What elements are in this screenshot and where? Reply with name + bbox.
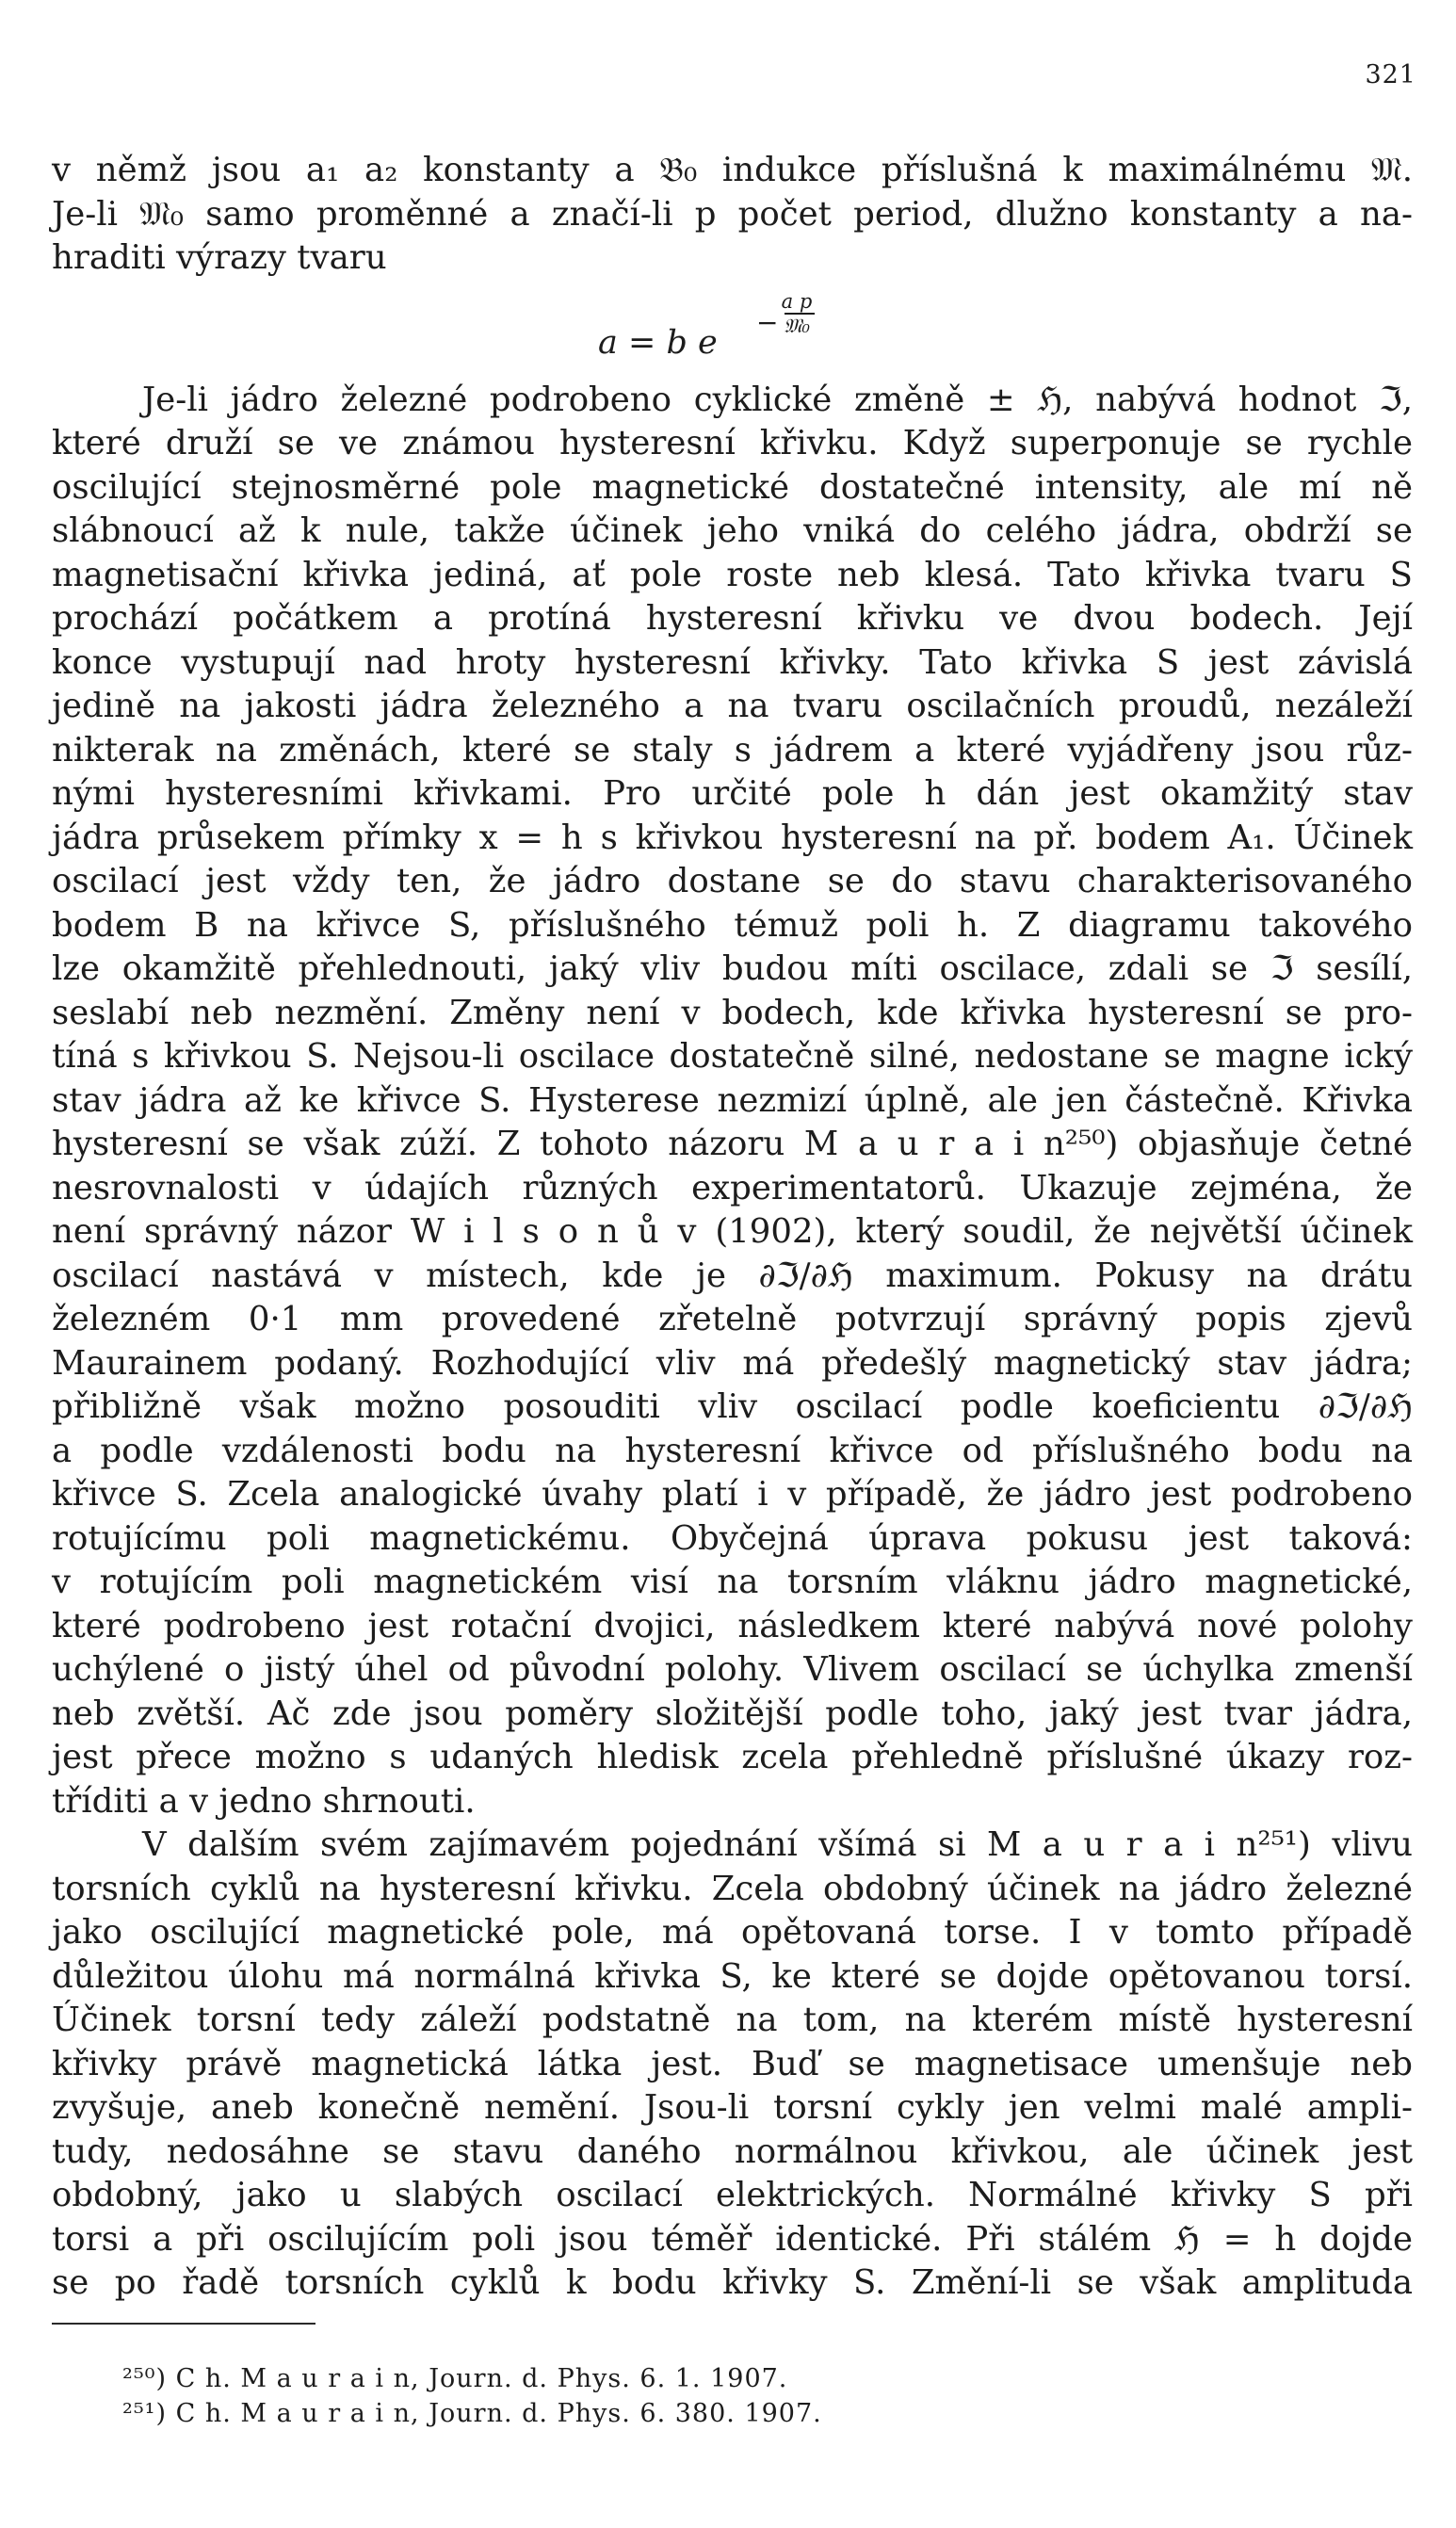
text-line: přibližně však možno posouditi vliv oscilací podle koeficientu ∂ℑ/∂ℌ: [52, 1387, 1413, 1426]
text-line: tíná s křivkou S. Nejsou-li oscilace dostatečně silné, nedostane se magne ický: [52, 1037, 1413, 1076]
formula: [52, 281, 1413, 379]
text-line: bodem B na křivce S, příslušného témuž poli h. Z diagramu takového: [52, 905, 1413, 945]
text-line: není správný názor W i l s o n ů v (1902), který soudil, že největší účinek: [52, 1212, 1413, 1251]
text-line: které podrobeno jest rotační dvojici, následkem které nabývá nové polohy: [52, 1606, 1413, 1645]
page-number: 321: [1365, 60, 1416, 89]
text-line: slábnoucí až k nule, takže účinek jeho vniká do celého jádra, obdrží se: [52, 511, 1413, 550]
text-line: lze okamžitě přehlednouti, jaký vliv budou míti oscilace, zdali se ℑ sesílí,: [52, 949, 1413, 988]
text-line: železném 0·1 mm provedené zřetelně potvrzují správný popis zjevů: [52, 1300, 1413, 1338]
text-line: zvyšuje, aneb konečně nemění. Jsou-li torsní cykly jen velmi malé ampli-: [52, 2088, 1413, 2127]
text-line: Je-li jádro železné podrobeno cyklické změně ± ℌ, nabývá hodnot ℑ,: [142, 380, 1413, 419]
text-line: jest přece možno s udaných hledisk zcela přehledně příslušné úkazy roz-: [52, 1738, 1413, 1776]
text-line: torsi a při oscilujícím poli jsou téměř identické. Při stálém ℌ = h dojde: [52, 2219, 1413, 2259]
text-line: konce vystupují nad hroty hysteresní křivky. Tato křivka S jest závislá: [52, 642, 1413, 682]
text-line: jedině na jakosti jádra železného a na tvaru oscilačních proudů, nezáleží: [52, 687, 1413, 725]
text-line: magnetisační křivka jediná, ať pole roste neb klesá. Tato křivka tvaru S: [52, 555, 1413, 594]
text-line: Je-li 𝔐₀ samo proměnné a značí-li p počet period, dlužno konstanty a na-: [52, 194, 1413, 234]
text-line: nikterak na změnách, které se staly s jádrem a které vyjádřeny jsou růz-: [52, 730, 1413, 770]
text-line: nesrovnalosti v údajích různých experimentatorů. Ukazuje zejména, že: [52, 1168, 1413, 1207]
text-line: křivky právě magnetická látka jest. Buď se magnetisace umenšuje neb: [52, 2044, 1413, 2083]
second-paragraph: [52, 1823, 1413, 2306]
text-line: prochází počátkem a protíná hysteresní křivku ve dvou bodech. Její: [52, 599, 1413, 638]
text-line: rotujícímu poli magnetickému. Obyčejná úprava pokusu jest taková:: [52, 1518, 1413, 1558]
text-line: v rotujícím poli magnetickém visí na torsním vláknu jádro magnetické,: [52, 1563, 1413, 1601]
text-line: seslabí neb nezmění. Změny není v bodech, kde křivka hysteresní se pro-: [52, 993, 1413, 1032]
text-line: V dalším svém zajímavém pojednání všímá si M a u r a i n²⁵¹) vlivu: [142, 1825, 1413, 1864]
text-line: hysteresní se však zúží. Z tohoto názoru M a u r a i n²⁵⁰) objasňuje četné: [52, 1125, 1413, 1163]
text-line: v němž jsou a₁ a₂ konstanty a 𝔅₀ indukce příslušná k maximálnému 𝔐.: [52, 151, 1413, 189]
text-line: hraditi výrazy tvaru: [52, 238, 387, 277]
text-line: důležitou úlohu má normálná křivka S, ke které se dojde opětovanou torsí.: [52, 1956, 1413, 1996]
text-line: se po řadě torsních cyklů k bodu křivky S. Změní-li se však amplituda: [52, 2263, 1413, 2302]
text-line: torsních cyklů na hysteresní křivku. Zcela obdobný účinek na jádro železné: [52, 1869, 1413, 1908]
formula-exponent: [779, 290, 815, 338]
text-line: tudy, nedosáhne se stavu daného normálnou křivkou, ale účinek jest: [52, 2131, 1413, 2171]
text-line: nými hysteresními křivkami. Pro určité pole h dán jest okamžitý stav: [52, 774, 1413, 813]
formula-minus-sign: −: [756, 306, 779, 338]
text-line: Maurainem podaný. Rozhodující vliv má předešlý magnetický stav jádra;: [52, 1343, 1413, 1383]
body-text: [52, 149, 1413, 2306]
footnote-251: ²⁵¹) C h. M a u r a i n, Journ. d. Phys. 6. 380. 1907.: [122, 2399, 822, 2428]
footnotes: [122, 2361, 822, 2431]
opening-paragraph: [52, 149, 1413, 281]
formula-exponent-denominator: 𝔐₀: [784, 314, 810, 337]
main-paragraph: [52, 379, 1413, 1824]
footnote-rule: [52, 2323, 315, 2325]
text-line: obdobný, jako u slabých oscilací elektrických. Normálné křivky S při: [52, 2176, 1413, 2214]
text-line: oscilující stejnosměrné pole magnetické dostatečné intensity, ale mí ně: [52, 467, 1413, 507]
text-line: tříditi a v jedno shrnouti.: [52, 1781, 476, 1821]
formula-exponent-numerator: a p: [781, 289, 813, 313]
text-line: stav jádra až ke křivce S. Hysterese nezmizí úplně, ale jen částečně. Křivka: [52, 1080, 1413, 1120]
footnote-250: ²⁵⁰) C h. M a u r a i n, Journ. d. Phys. 6. 1. 1907.: [122, 2364, 788, 2393]
text-line: oscilací nastává v místech, kde je ∂ℑ/∂ℌ maximum. Pokusy na drátu: [52, 1256, 1413, 1295]
text-line: oscilací jest vždy ten, že jádro dostane se do stavu charakterisovaného: [52, 862, 1413, 900]
formula-base: a = b e: [598, 323, 718, 362]
text-line: uchýlené o jistý úhel od původní polohy. Vlivem oscilací se úchylka zmenší: [52, 1650, 1413, 1689]
text-line: jako oscilující magnetické pole, má opětovaná torse. I v tomto případě: [52, 1913, 1413, 1952]
text-line: a podle vzdálenosti bodu na hysteresní křivce od příslušného bodu na: [52, 1431, 1413, 1470]
text-line: neb zvětší. Ač zde jsou poměry složitější podle toho, jaký jest tvar jádra,: [52, 1693, 1413, 1733]
text-line: jádra průsekem přímky x = h s křivkou hysteresní na př. bodem A₁. Účinek: [52, 818, 1413, 857]
text-line: Účinek torsní tedy záleží podstatně na tom, na kterém místě hysteresní: [52, 2001, 1413, 2039]
text-line: křivce S. Zcela analogické úvahy platí i v případě, že jádro jest podrobeno: [52, 1475, 1413, 1514]
text-line: které druží se ve známou hysteresní křivku. Když superponuje se rychle: [52, 424, 1413, 462]
